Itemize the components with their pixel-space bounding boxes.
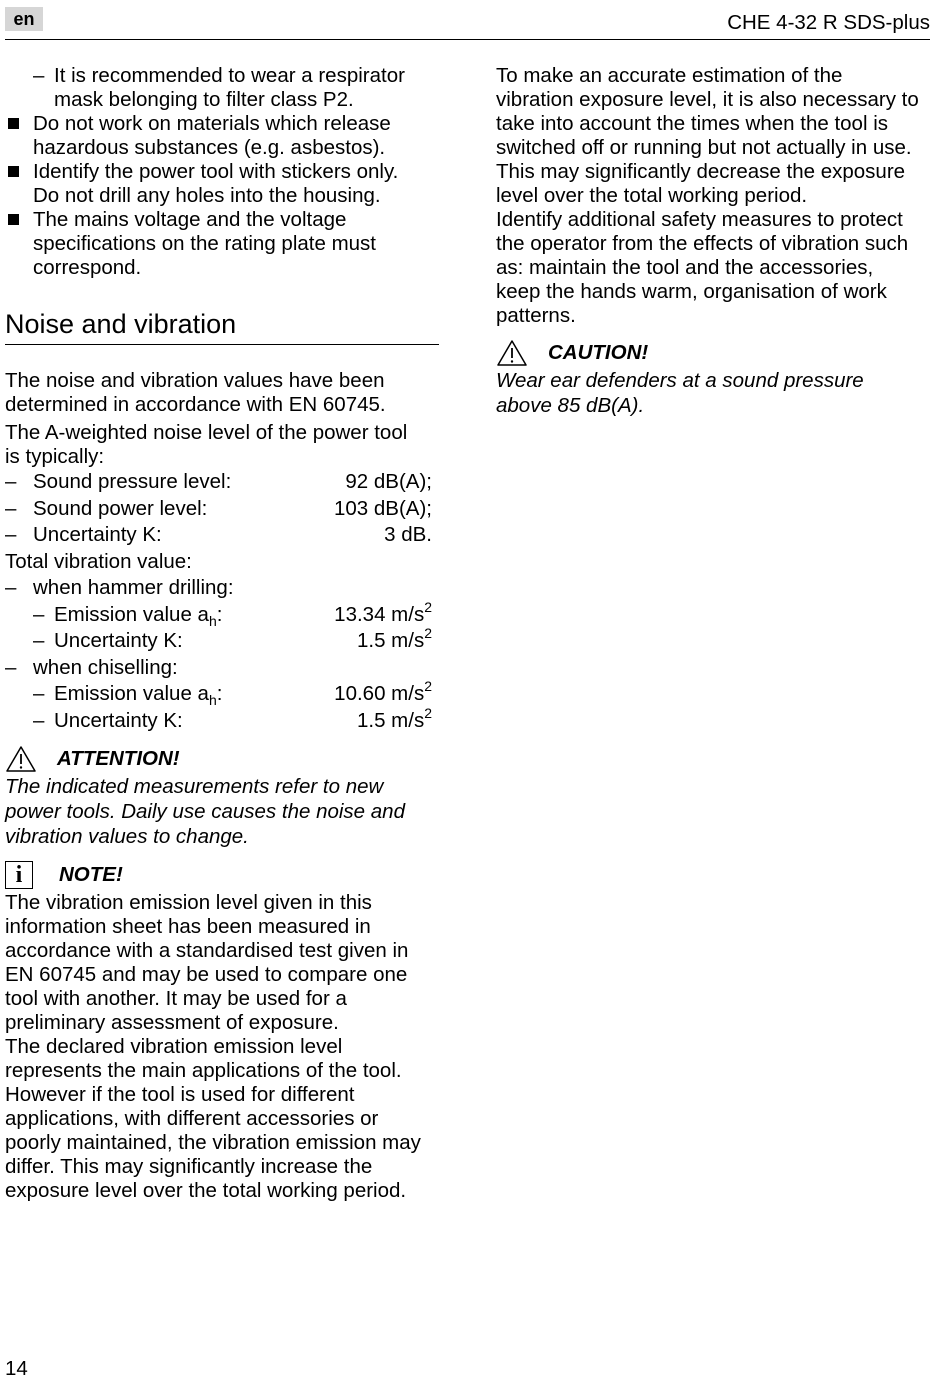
spec-value: 92 dB(A); xyxy=(345,470,432,493)
text-line: EN 60745 and may be used to compare one xyxy=(5,963,408,986)
text-line: tool with another. It may be used for a xyxy=(5,987,347,1010)
spec-value: 13.34 $m/s^2$ xyxy=(334,598,432,626)
page-number: 14 xyxy=(5,1357,28,1380)
square-bullet-icon xyxy=(8,214,19,225)
spec-row-hammer-emission: – Emission value $a_h$: 13.34 $m/s^2$ xyxy=(33,598,432,629)
text-line: level over the total working period. xyxy=(496,184,808,207)
spec-label: Emission value $a_h$: xyxy=(54,602,223,629)
note-heading xyxy=(5,859,439,891)
text-line: determined in accordance with EN 60745. xyxy=(5,393,386,416)
note-text xyxy=(5,891,439,1203)
square-bullet-icon xyxy=(8,118,19,129)
caution-label: CAUTION! xyxy=(548,341,649,364)
text-line: power tools. Daily use causes the noise and xyxy=(5,800,405,823)
chiselling-label: – when chiselling: xyxy=(5,655,439,682)
warning-triangle-icon xyxy=(496,339,528,367)
text-line: is typically: xyxy=(5,445,105,468)
text-line: This may significantly decrease the exposure xyxy=(496,160,906,183)
spec-row-uncertainty: – Uncertainty K: 3 dB. xyxy=(5,522,439,549)
text-line: vibration exposure level, it is also necessary to xyxy=(496,88,919,111)
spec-row-sound-power: – Sound power level: 103 dB(A); xyxy=(5,496,439,523)
spec-value: 1.5 $m/s^2$ xyxy=(356,625,432,652)
text-line: It is recommended to wear a respirator xyxy=(54,64,405,87)
dash-list-item xyxy=(5,64,439,112)
spec-value: 3 dB. xyxy=(384,523,432,546)
spec-label: Emission value $a_h$: xyxy=(54,682,223,708)
bullet-list-item xyxy=(5,208,439,280)
text-line: The A-weighted noise level of the power tool xyxy=(5,421,408,444)
bullet-list-item xyxy=(5,160,439,208)
info-icon: i xyxy=(5,861,33,889)
text-line: vibration values to change. xyxy=(5,825,249,848)
right-column xyxy=(496,64,936,418)
intro-paragraph xyxy=(5,369,439,417)
text-line: Do not work on materials which release xyxy=(33,112,391,135)
text-line: patterns. xyxy=(496,304,576,327)
text-line: preliminary assessment of exposure. xyxy=(5,1011,339,1034)
text-line: take into account the times when the tool is xyxy=(496,112,889,135)
caution-heading xyxy=(496,338,936,368)
text-line: Identify the power tool with stickers only. xyxy=(33,160,399,183)
spec-label: Sound power level: xyxy=(33,496,208,520)
text-line: The declared vibration emission level xyxy=(5,1035,343,1058)
text-line: as: maintain the tool and the accessories, xyxy=(496,256,874,279)
spec-row-chisel-uncertainty: – Uncertainty K: 1.5 $m/s^2$ xyxy=(5,708,439,735)
spec-row-hammer-uncertainty: – Uncertainty K: 1.5 $m/s^2$ xyxy=(5,628,439,655)
text-line: when chiselling: xyxy=(33,655,178,679)
text-line: specifications on the rating plate must xyxy=(33,232,376,255)
caution-text xyxy=(496,368,936,418)
hammer-drilling-label: – when hammer drilling: xyxy=(5,575,439,602)
spec-value: 10.60 $m/s^2$ xyxy=(334,678,432,705)
text-line: accordance with a standardised test given in xyxy=(5,939,409,962)
text-line: mask belonging to filter class P2. xyxy=(54,88,354,111)
spec-value: 1.5 $m/s^2$ xyxy=(356,704,432,732)
dash-mark: – xyxy=(33,64,45,87)
text-line: correspond. xyxy=(33,256,142,279)
text-line: keep the hands warm, organisation of work xyxy=(496,280,887,303)
text-line: However if the tool is used for different xyxy=(5,1083,355,1106)
text-line: when hammer drilling: xyxy=(33,576,234,599)
text-line: Wear ear defenders at a sound pressure xyxy=(496,369,864,392)
square-bullet-icon xyxy=(8,166,19,177)
warning-triangle-icon xyxy=(5,745,37,773)
text-line: hazardous substances (e.g. asbestos). xyxy=(33,136,386,159)
text-line: Total vibration value: xyxy=(5,549,192,573)
spec-row-sound-pressure: – Sound pressure level: 92 dB(A); xyxy=(5,469,439,496)
header-divider xyxy=(5,39,930,40)
text-line: The mains voltage and the voltage xyxy=(33,208,347,231)
section-title: Noise and vibration xyxy=(5,308,439,345)
spec-row-chisel-emission: – Emission value $a_h$: 10.60 $m/s^2$ xyxy=(33,678,432,708)
text-line: poorly maintained, the vibration emission may xyxy=(5,1131,421,1154)
text-line: The noise and vibration values have been xyxy=(5,369,385,392)
spec-label: Uncertainty K: xyxy=(54,708,183,732)
attention-heading xyxy=(5,744,439,774)
text-line: Do not drill any holes into the housing. xyxy=(33,184,381,207)
text-line: represents the main applications of the tool. xyxy=(5,1059,402,1082)
text-line: above 85 dB(A). xyxy=(496,394,645,417)
text-line: To make an accurate estimation of the xyxy=(496,64,843,87)
bullet-list-item xyxy=(5,112,439,160)
text-line: the operator from the effects of vibration such xyxy=(496,232,909,255)
note-label: NOTE! xyxy=(59,863,123,886)
text-line: exposure level over the total working period. xyxy=(5,1179,407,1202)
document-title: CHE 4-32 R SDS-plus xyxy=(727,11,930,34)
exposure-paragraph xyxy=(496,64,936,328)
text-line: The indicated measurements refer to new xyxy=(5,775,384,798)
noise-paragraph xyxy=(5,421,439,469)
text-line: information sheet has been measured in xyxy=(5,915,371,938)
language-tab: en xyxy=(5,7,43,31)
text-line: switched off or running but not actually in use. xyxy=(496,136,912,159)
left-column xyxy=(5,64,439,1203)
total-vibration-label xyxy=(5,549,439,576)
attention-text xyxy=(5,774,439,849)
text-line: The vibration emission level given in this xyxy=(5,891,372,914)
text-line: differ. This may significantly increase the xyxy=(5,1155,373,1178)
spec-label: Uncertainty K: xyxy=(33,523,162,546)
attention-label: ATTENTION! xyxy=(57,747,180,770)
text-line: applications, with different accessories or xyxy=(5,1107,379,1130)
spec-label: Sound pressure level: xyxy=(33,470,232,493)
spec-value: 103 dB(A); xyxy=(334,496,432,520)
text-line: Identify additional safety measures to protect xyxy=(496,208,903,231)
spec-label: Uncertainty K: xyxy=(54,629,183,652)
